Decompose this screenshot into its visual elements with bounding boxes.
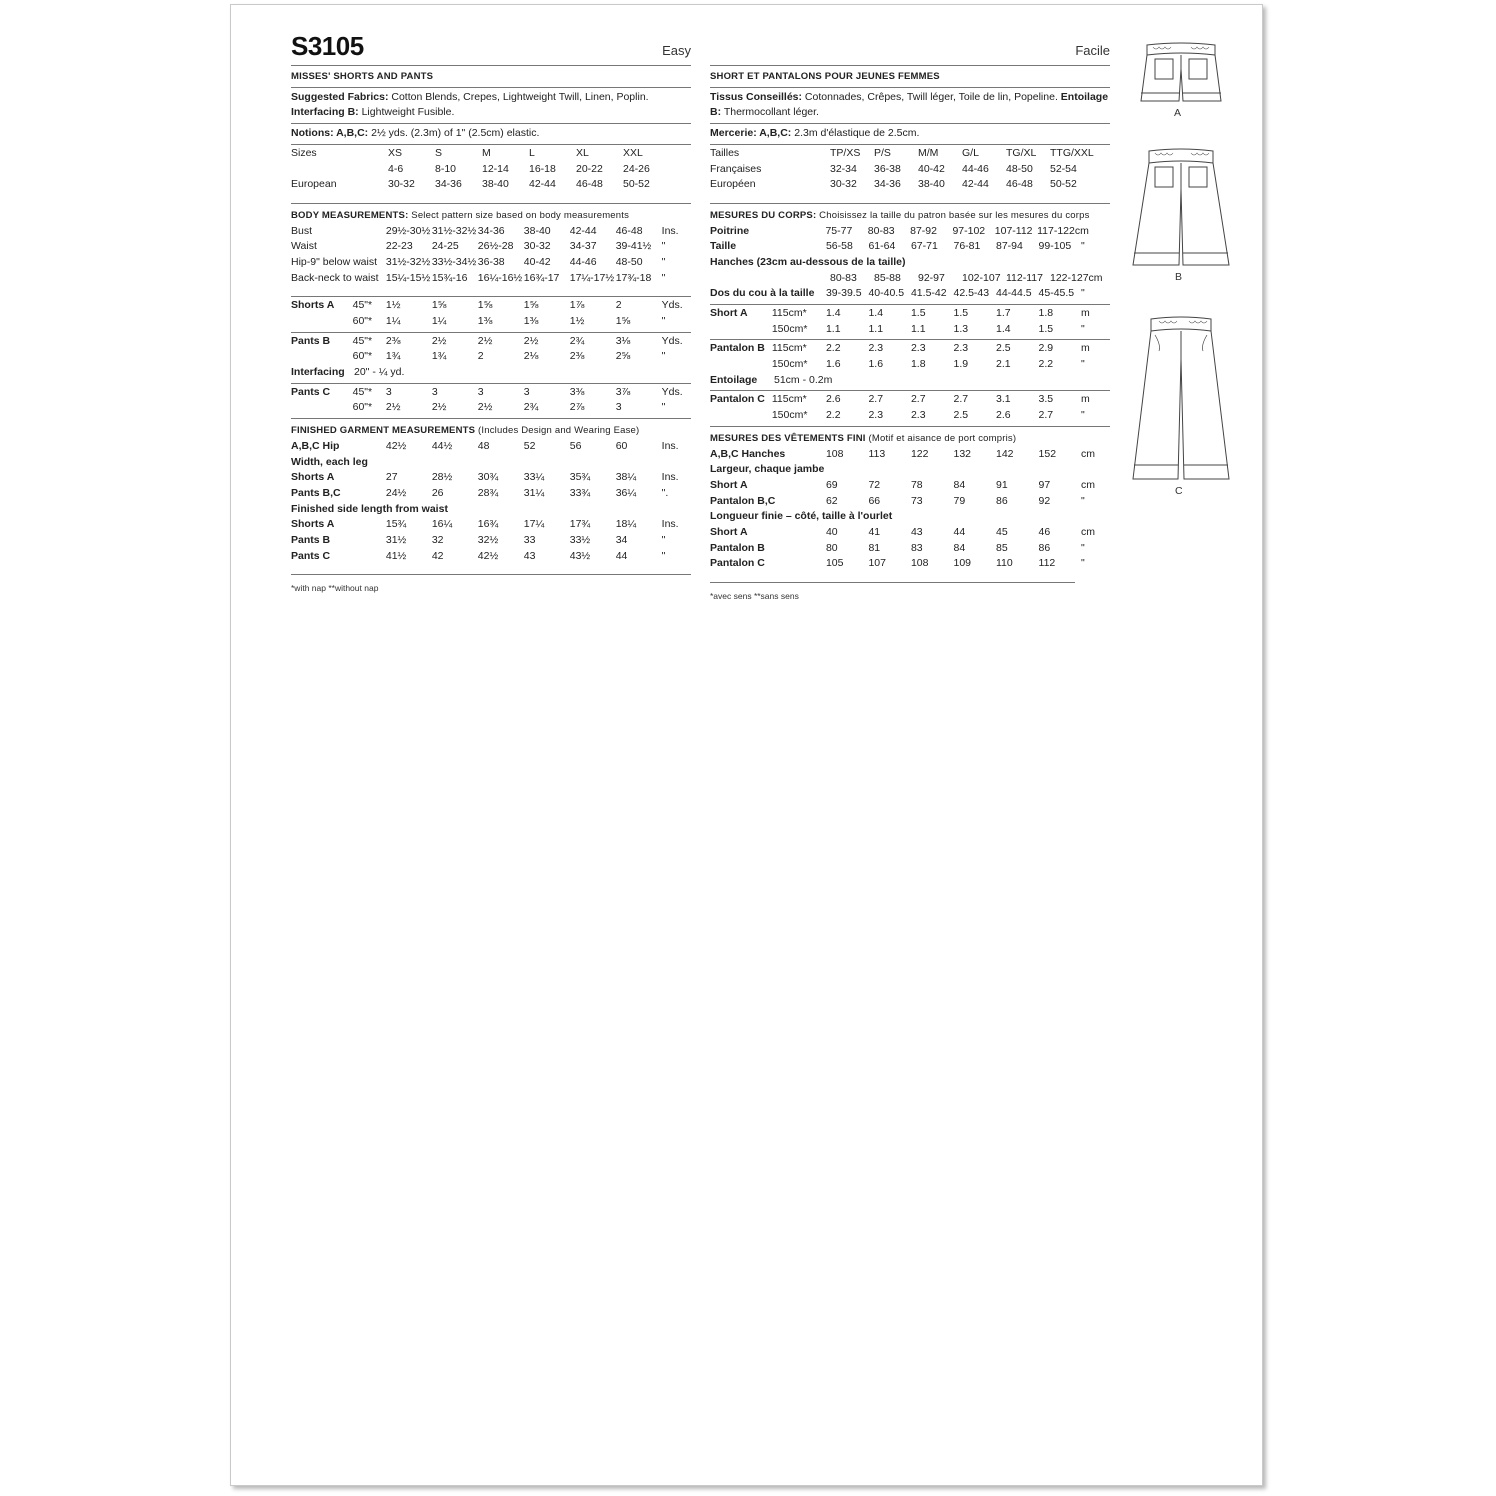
notions: Notions: A,B,C: 2½ yds. (2.3m) of 1" (2.5cm) elastic. xyxy=(291,127,540,140)
view-b-label: B xyxy=(1175,271,1183,283)
french-column xyxy=(710,29,1110,605)
suggested-fabrics-fr: Tissus Conseillés: Cotonnades, Crêpes, Twill léger, Toile de lin, Popeline. Entoilage B: Thermocollant léger. xyxy=(710,90,1109,119)
suggested-fabrics: Suggested Fabrics: Cotton Blends, Crepes, Lightweight Twill, Linen, Poplin. Interfacing B: Lightweight Fusible. xyxy=(291,90,649,119)
view-c-label: C xyxy=(1175,485,1183,497)
finished-measurements-heading: FINISHED GARMENT MEASUREMENTS (Includes Design and Wearing Ease) xyxy=(291,425,640,437)
finished-measurements-table-fr: A,B,C Hanches 108 113 122 132 142 152 cm Largeur, chaque jambe Short A 69 72 78 84 91 97 cm Pantalon B,C 62 66 73 79 86 92 " Longueur finie – côté, taille à l'ourlet Short A 40 41 43 44 45 46 cm Pantalon B 80 81 83 84 85 86 " Pantalon C 105 107 108 109 110 112 " xyxy=(710,447,1096,570)
notions-fr: Mercerie: A,B,C: 2.3m d'élastique de 2.5cm. xyxy=(710,127,920,140)
footnote-fr: *avec sens **sans sens xyxy=(710,591,799,602)
view-b-pants-sketch xyxy=(1131,147,1231,269)
body-measurements-heading-fr: MESURES DU CORPS: Choisissez la taille du patron basée sur les mesures du corps xyxy=(710,209,1090,221)
difficulty-level-fr: Facile xyxy=(1075,43,1110,58)
footnote: *with nap **without nap xyxy=(291,583,379,594)
view-a-shorts-sketch xyxy=(1133,41,1229,103)
pattern-envelope-back xyxy=(230,4,1263,1486)
view-c-pants-sketch xyxy=(1131,315,1231,483)
yardage-table-fr: Short A 115cm* 1.4 1.4 1.5 1.5 1.7 1.8 m 150cm* 1.1 1.1 1.1 1.3 1.4 1.5 " Pantalon B 115cm* 2.2 2.3 2.3 2.3 2.5 2.9 m 150cm* 1.6 1.6 1.8 1.9 2.1 2.2 " Entoilage 51cm - 0.2m Pantalon C 115cm* 2.6 2.7 2.7 2.7 3.1 3.5 m 150cm* 2.2 2.3 2.3 2.5 2.6 2.7 " xyxy=(710,306,1110,424)
sizes-table: Sizes XS S M L XL XXL 4-6 8-10 12-14 16-18 20-22 24-26 European 30-32 34-36 38-40 42-44 46-48 50-52 xyxy=(291,146,650,191)
english-column xyxy=(291,29,691,597)
pattern-title-fr: SHORT ET PANTALONS POUR JEUNES FEMMES xyxy=(710,71,940,82)
sizes-table-fr: Tailles TP/XS P/S M/M G/L TG/XL TTG/XXL Françaises 32-34 36-38 40-42 44-46 48-50 52-54 Européen 30-32 34-36 38-40 42-44 46-48 50-52 xyxy=(710,146,1094,191)
difficulty-level: Easy xyxy=(662,43,691,58)
pattern-title: MISSES' SHORTS AND PANTS xyxy=(291,71,434,82)
pattern-code: S3105 xyxy=(291,31,364,61)
finished-measurements-heading-fr: MESURES DES VÊTEMENTS FINI (Motif et aisance de port compris) xyxy=(710,432,1017,444)
view-a-label: A xyxy=(1174,107,1182,119)
finished-measurements-table: A,B,C Hip 42½ 44½ 48 52 56 60 Ins. Width, each leg Shorts A 27 28½ 30¾ 33¼ 35¾ 38¼ Ins. Pants B,C 24½ 26 28¾ 31¼ 33¾ 36¼ ". Finished side length from waist Shorts A 15¾ 16¼ 16¾ 17¼ 17¾ 18¼ Ins. Pants B 31½ 32 32½ 33 33½ 34 " Pants C 41½ 42 42½ 43 43½ 44 " xyxy=(291,439,679,562)
body-measurements-table-fr: Poitrine 75-77 80-83 87-92 97-102 107-112 117-122cm Taille 56-58 61-64 67-71 76-81 87-94 99-105 " Hanches (23cm au-dessous de la taille) 80-83 85-88 92-97 102-107 112-117 122-127cm Dos du cou à la taille 39-39.5 40-40.5 41.5-42 42.5-43 44-44.5 45-45.5 " xyxy=(710,224,1103,300)
body-measurements-heading: BODY MEASUREMENTS: Select pattern size based on body measurements xyxy=(291,209,630,221)
yardage-table: Shorts A 45"* 1½ 1⅝ 1⅝ 1⅝ 1⅞ 2 Yds. 60"* 1¼ 1¼ 1⅜ 1⅜ 1½ 1⅝ " Pants B 45"* 2⅜ 2½ 2½ 2½ 2¾ 3⅛ Yds. 60"* 1¾ 1¾ 2 2⅛ 2⅜ 2⅝ " Interfacing 20" - ¼ yd. Pants C 45"* 3 3 3 3 3⅜ 3⅞ Yds. 60"* 2½ 2½ 2½ 2¾ 2⅞ 3 " xyxy=(291,298,691,416)
body-measurements-table: Bust 29½-30½ 31½-32½ 34-36 38-40 42-44 46-48 Ins. Waist 22-23 24-25 26½-28 30-32 34-37 39-41½ " Hip-9" below waist 31½-32½ 33½-34½ 36-38 40-42 44-46 48-50 " Back-neck to waist 15¼-15½ 15¾-16 16¼-16½ 16¾-17 17¼-17½ 17¾-18 " xyxy=(291,224,679,284)
